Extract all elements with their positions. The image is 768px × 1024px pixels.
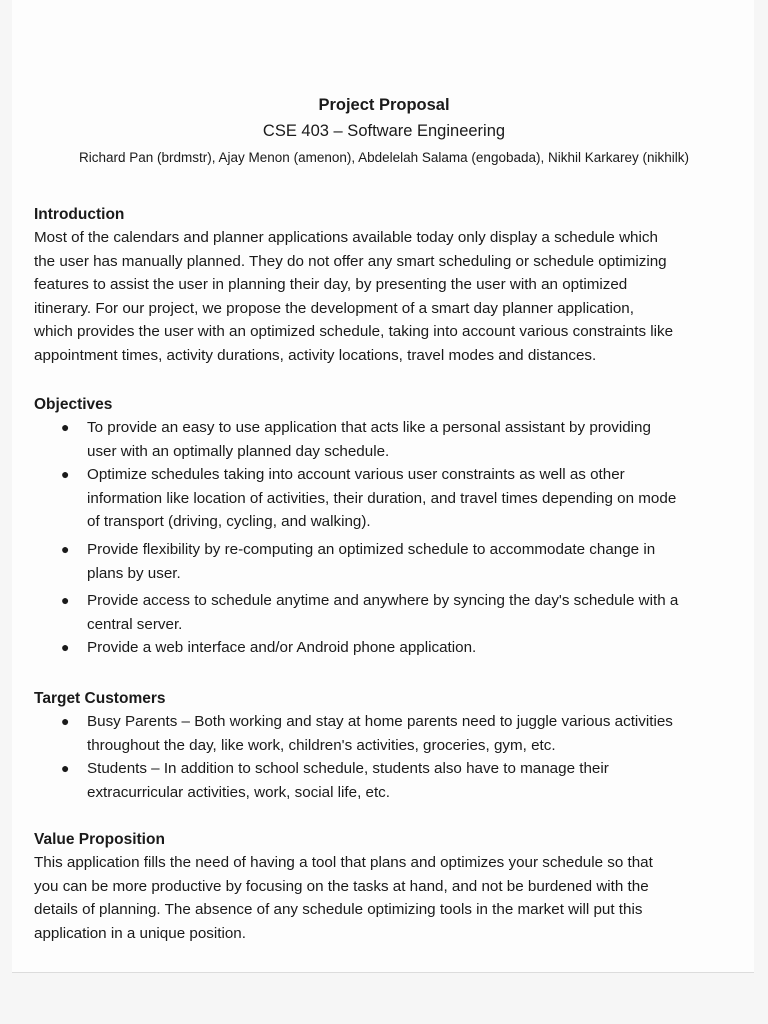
paragraph-line: features to assist the user in planning their day, by presenting the user with an optimized xyxy=(34,276,628,294)
bullet-icon: ● xyxy=(61,466,70,483)
list-item xyxy=(34,538,734,585)
list-item-line: plans by user. xyxy=(87,564,181,582)
list-item xyxy=(34,710,734,757)
author-list: Richard Pan (brdmstr), Ajay Menon (amenon), Abdelelah Salama (engobada), Nikhil Karkarey (nikhilk) xyxy=(78,150,690,165)
list-item-line: Provide access to schedule anytime and anywhere by syncing the day's schedule with a xyxy=(87,592,679,610)
list-item-line: To provide an easy to use application that acts like a personal assistant by providing xyxy=(87,419,651,436)
bullet-icon: ● xyxy=(61,419,70,435)
paragraph-line: This application fills the need of having a tool that plans and optimizes your schedule so that xyxy=(34,854,653,871)
list-item-line: user with an optimally planned day schedule. xyxy=(87,442,390,460)
list-item-line: throughout the day, like work, children's activities, groceries, gym, etc. xyxy=(87,736,556,754)
objectives-list xyxy=(34,416,734,660)
paragraph-line: itinerary. For our project, we propose the development of a smart day planner application, xyxy=(34,299,634,317)
list-item-line: Provide flexibility by re-computing an optimized schedule to accommodate change in xyxy=(87,540,656,558)
paragraph-line: which provides the user with an optimized schedule, taking into account various constraints like xyxy=(34,323,674,341)
bullet-icon: ● xyxy=(61,760,70,777)
value-proposition-section xyxy=(34,829,734,945)
value-proposition-heading: Value Proposition xyxy=(34,831,165,848)
list-item-line: information like location of activities, their duration, and travel times depending on mode xyxy=(87,489,677,507)
list-item-line: Students – In addition to school schedule, students also have to manage their xyxy=(87,760,609,778)
list-item-line: extracurricular activities, work, social life, etc. xyxy=(87,783,390,801)
list-item xyxy=(34,589,734,636)
bullet-icon: ● xyxy=(61,592,70,609)
list-item xyxy=(34,416,734,463)
paragraph-line: the user has manually planned. They do not offer any smart scheduling or schedule optimizing xyxy=(34,252,667,270)
list-item-line: of transport (driving, cycling, and walking). xyxy=(87,513,371,531)
document-title: Project Proposal xyxy=(318,96,450,114)
list-item xyxy=(34,636,734,660)
bullet-icon: ● xyxy=(61,713,70,729)
target-customers-section xyxy=(34,688,734,804)
list-item xyxy=(34,757,734,804)
value-proposition-paragraph xyxy=(34,851,734,945)
objectives-heading: Objectives xyxy=(34,396,113,413)
bullet-icon: ● xyxy=(61,540,70,557)
objectives-section xyxy=(34,394,734,660)
list-item-line: Provide a web interface and/or Android phone application. xyxy=(87,639,477,657)
list-item-line: Busy Parents – Both working and stay at home parents need to juggle various activities xyxy=(87,713,673,730)
paragraph-line: you can be more productive by focusing on the tasks at hand, and not be burdened with the xyxy=(34,877,649,895)
introduction-section xyxy=(34,204,734,368)
target-customers-list xyxy=(34,710,734,804)
bullet-icon: ● xyxy=(61,639,70,656)
paragraph-line: Most of the calendars and planner applications available today only display a schedule which xyxy=(34,229,658,246)
list-item xyxy=(34,463,734,534)
introduction-paragraph xyxy=(34,226,734,368)
introduction-heading: Introduction xyxy=(34,206,125,223)
target-customers-heading: Target Customers xyxy=(34,690,166,707)
course-subtitle: CSE 403 – Software Engineering xyxy=(262,122,506,140)
list-item-line: central server. xyxy=(87,615,183,633)
list-item-line: Optimize schedules taking into account various user constraints as well as other xyxy=(87,466,625,484)
paragraph-line: appointment times, activity durations, activity locations, travel modes and distances. xyxy=(34,346,597,364)
paragraph-line: application in a unique position. xyxy=(34,924,246,942)
paragraph-line: details of planning. The absence of any schedule optimizing tools in the market will put this xyxy=(34,901,643,919)
